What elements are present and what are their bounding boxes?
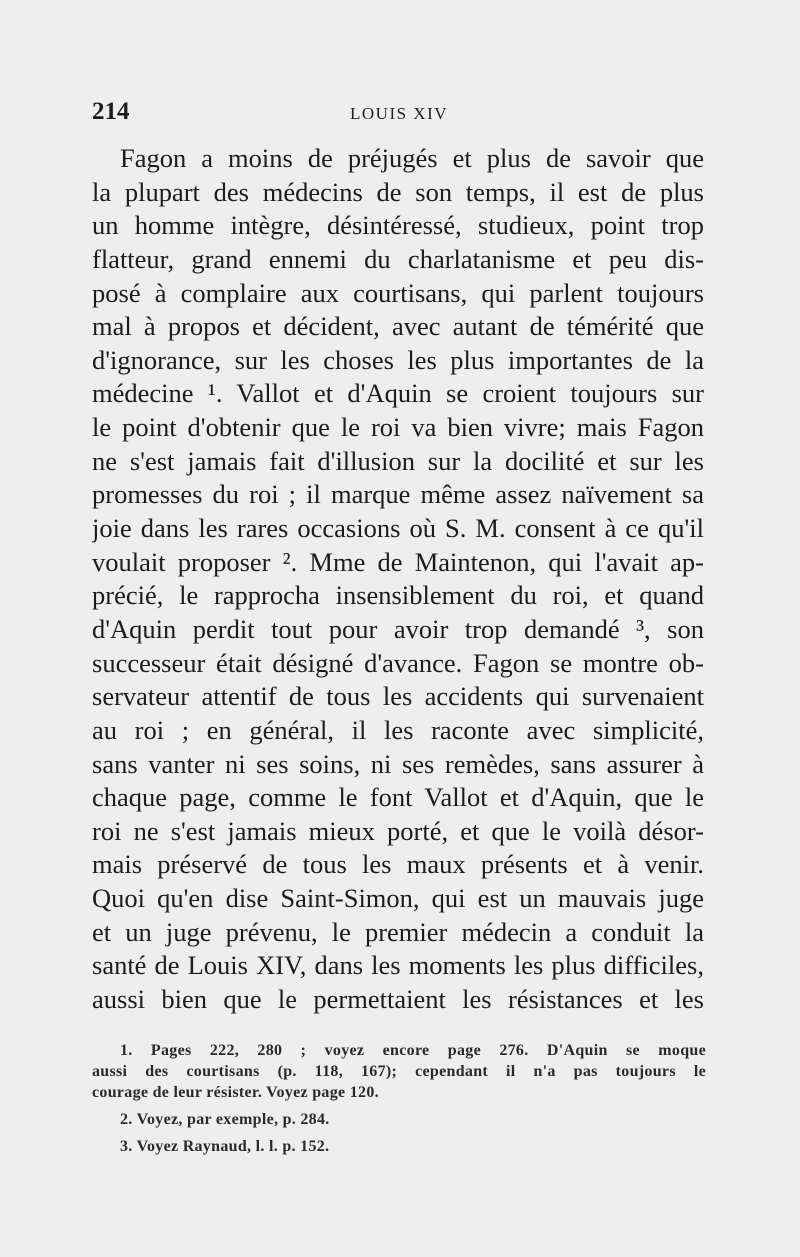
text-line: Quoi qu'en dise Saint-Simon, qui est un mauvais juge bbox=[92, 883, 704, 914]
text-line: médecine ¹. Vallot et d'Aquin se croient toujours sur bbox=[92, 378, 704, 409]
page-header bbox=[92, 98, 702, 134]
text-line: flatteur, grand ennemi du charlatanisme et peu dis- bbox=[92, 243, 704, 274]
text-line: mais préservé de tous les maux présents et à venir. bbox=[92, 849, 704, 880]
text-line: d'Aquin perdit tout pour avoir trop demandé ³, son bbox=[92, 613, 704, 644]
footnote-1-continuation: courage de leur résister. Voyez page 120. bbox=[92, 1084, 379, 1101]
text-line: sans vanter ni ses soins, ni ses remèdes, sans assurer à bbox=[92, 748, 704, 779]
text-line: voulait proposer ². Mme de Maintenon, qui l'avait ap- bbox=[92, 546, 704, 577]
running-title: LOUIS XIV bbox=[350, 104, 449, 123]
text-line: santé de Louis XIV, dans les moments les plus difficiles, bbox=[92, 950, 704, 981]
text-line: la plupart des médecins de son temps, il est de plus bbox=[92, 176, 704, 207]
text-line: servateur attentif de tous les accidents qui survenaient bbox=[92, 681, 704, 712]
footnotes bbox=[92, 1040, 706, 1157]
main-text bbox=[92, 142, 704, 1017]
text-line: roi ne s'est jamais mieux porté, et que le voilà désor- bbox=[92, 815, 704, 846]
text-line: promesses du roi ; il marque même assez naïvement sa bbox=[92, 479, 704, 510]
text-line: le point d'obtenir que le roi va bien vivre; mais Fagon bbox=[92, 412, 704, 443]
text-line: au roi ; en général, il les raconte avec simplicité, bbox=[92, 714, 704, 745]
text-line: et un juge prévenu, le premier médecin a conduit la bbox=[92, 916, 704, 947]
footnote-3: 3. Voyez Raynaud, l. l. p. 152. bbox=[120, 1138, 330, 1155]
footnote-1-continuation: aussi des courtisans (p. 118, 167); cependant il n'a pas toujours le bbox=[92, 1063, 706, 1080]
text-line: Fagon a moins de préjugés et plus de savoir que bbox=[120, 143, 704, 173]
text-line: posé à complaire aux courtisans, qui parlent toujours bbox=[92, 277, 704, 308]
footnote-1: 1. Pages 222, 280 ; voyez encore page 276. D'Aquin se moque bbox=[120, 1042, 706, 1059]
text-line: mal à propos et décident, avec autant de témérité que bbox=[92, 311, 704, 342]
text-line: d'ignorance, sur les choses les plus importantes de la bbox=[92, 344, 704, 375]
text-line: joie dans les rares occasions où S. M. consent à ce qu'il bbox=[92, 513, 704, 544]
text-line: ne s'est jamais fait d'illusion sur la docilité et sur les bbox=[92, 445, 704, 476]
text-line: successeur était désigné d'avance. Fagon se montre ob- bbox=[92, 647, 704, 678]
text-line: un homme intègre, désintéressé, studieux, point trop bbox=[92, 210, 704, 241]
text-line: chaque page, comme le font Vallot et d'Aquin, que le bbox=[92, 782, 704, 813]
text-line: aussi bien que le permettaient les résistances et les bbox=[92, 984, 704, 1015]
text-line: précié, le rapprocha insensiblement du roi, et quand bbox=[92, 580, 704, 611]
page-number: 214 bbox=[92, 98, 130, 125]
footnote-2: 2. Voyez, par exemple, p. 284. bbox=[120, 1111, 330, 1128]
